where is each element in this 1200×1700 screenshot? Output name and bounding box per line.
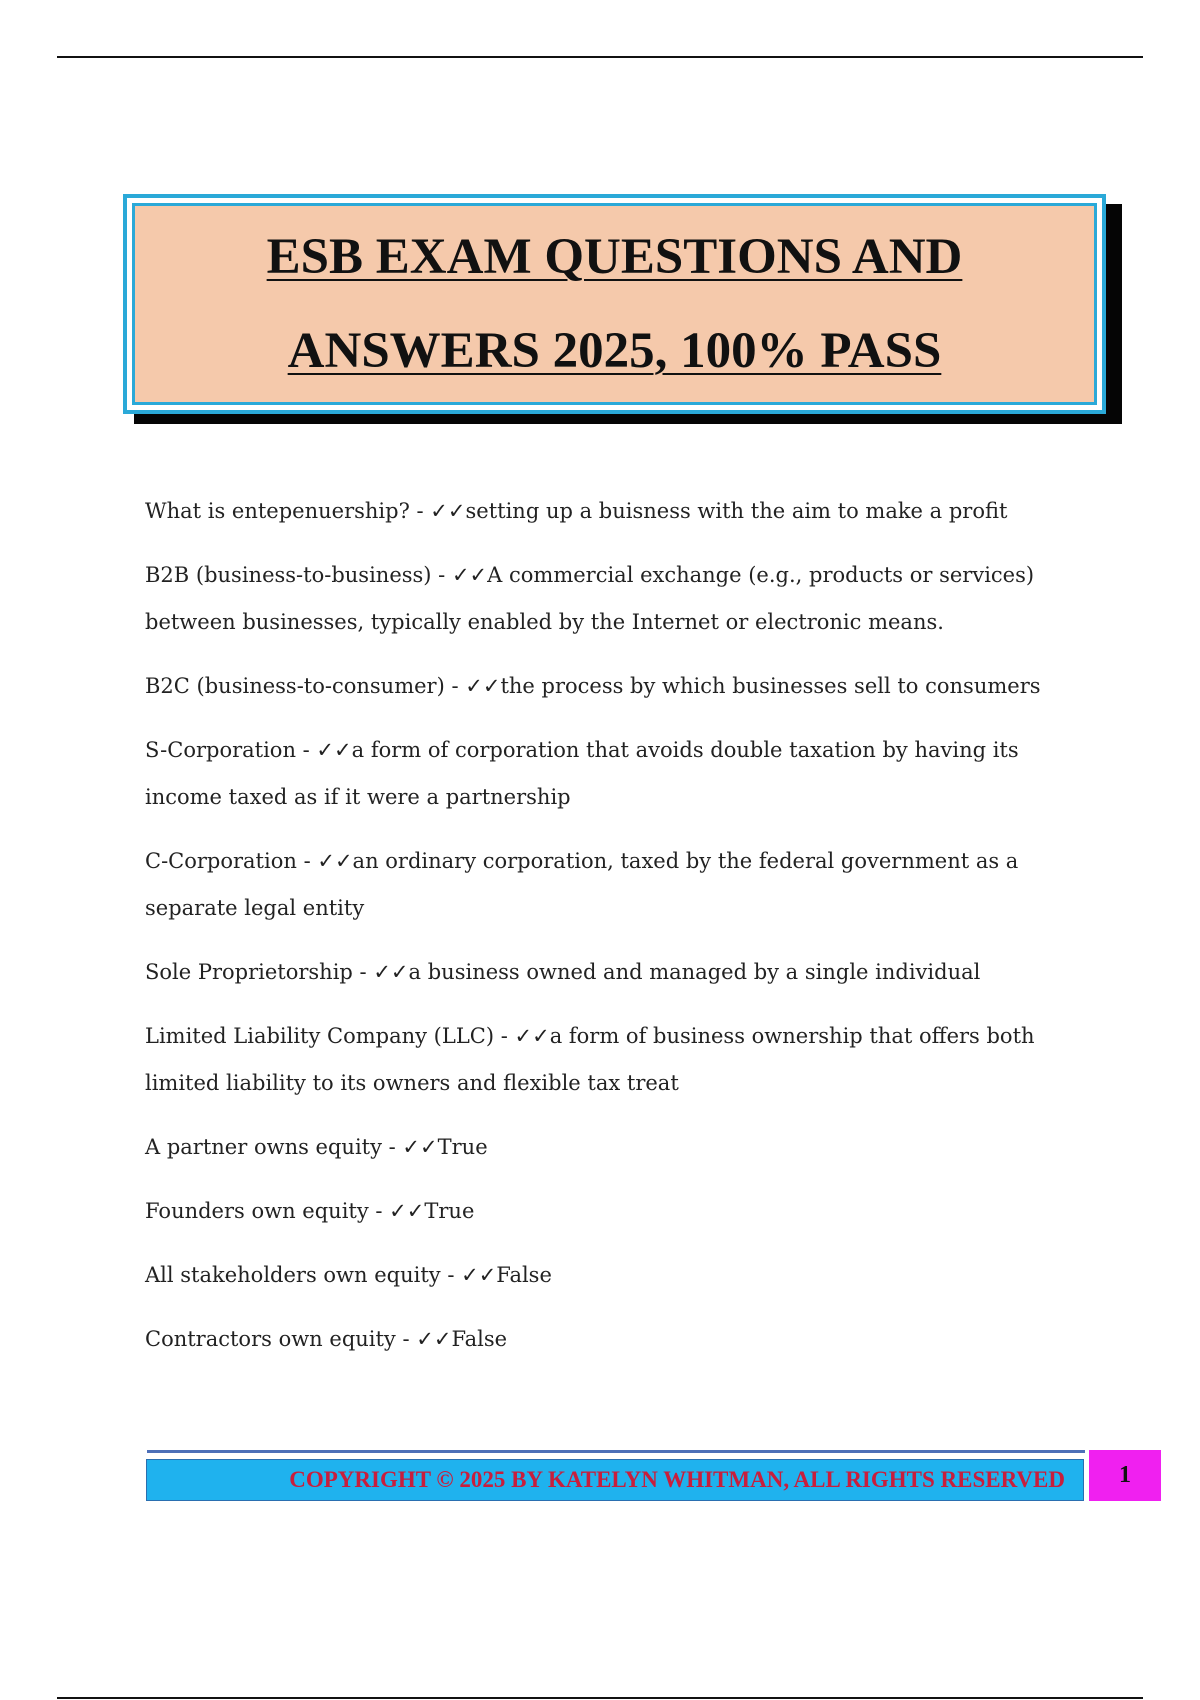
qa-item [145,949,1075,996]
qa-separator: - [352,960,374,984]
qa-item [145,663,1075,710]
qa-separator: - [381,1135,403,1159]
qa-term: A partner owns equity [145,1135,382,1159]
qa-item [145,838,1075,932]
qa-answer: True [424,1199,475,1223]
qa-separator: - [368,1199,390,1223]
qa-answer: False [496,1263,552,1287]
qa-separator: - [296,849,318,873]
qa-list [145,488,1075,1380]
qa-term: What is entepenuership? [145,499,410,523]
qa-term: Limited Liability Company (LLC) [145,1024,495,1048]
qa-separator: - [431,563,452,587]
qa-term: C-Corporation [145,849,297,873]
bottom-rule [57,1697,1143,1699]
title-box-inner [132,203,1097,405]
copyright-notice: COPYRIGHT © 2025 BY KATELYN WHITMAN, ALL RIGHTS RESERVED [289,1467,1065,1492]
qa-answer: a form of business ownership that offers both limited liability to its owners and flexible tax treat [145,1024,1035,1095]
qa-answer: a form of corporation that avoids double taxation by having its income taxed as if it were a partnership [145,738,1019,809]
check-mark-icon: ✓✓ [461,1263,497,1287]
qa-item [145,1124,1075,1171]
check-mark-icon: ✓✓ [465,674,501,698]
qa-term: B2C (business-to-consumer) [145,674,445,698]
check-mark-icon: ✓✓ [416,1327,452,1351]
qa-item [145,552,1075,646]
qa-separator: - [409,499,431,523]
qa-term: B2B (business-to-business) [145,563,432,587]
qa-answer: the process by which businesses sell to consumers [500,674,1041,698]
qa-answer: A commercial exchange (e.g., products or services) between businesses, typically enabled by the Internet or electronic means. [145,563,1035,634]
qa-item [145,1188,1075,1235]
qa-item [145,488,1075,535]
qa-term: Sole Proprietorship [145,960,353,984]
qa-separator: - [295,738,317,762]
check-mark-icon: ✓✓ [451,563,488,587]
check-mark-icon: ✓✓ [316,738,352,762]
check-mark-icon: ✓✓ [430,499,466,523]
check-mark-icon: ✓✓ [402,1135,438,1159]
qa-answer: an ordinary corporation, taxed by the federal government as a separate legal entity [145,849,1019,920]
document-title-line-1: ESB EXAM QUESTIONS AND [266,229,963,285]
qa-item [145,727,1075,821]
check-mark-icon: ✓✓ [514,1024,550,1048]
footer-bar [146,1459,1084,1501]
qa-answer: a business owned and managed by a single individual [408,960,981,984]
page-number-box [1089,1450,1161,1501]
check-mark-icon: ✓✓ [317,849,353,873]
top-rule [57,56,1143,58]
check-mark-icon: ✓✓ [373,960,409,984]
qa-separator: - [440,1263,462,1287]
page-number: 1 [1119,1462,1131,1488]
qa-separator: - [395,1327,417,1351]
check-mark-icon: ✓✓ [389,1199,425,1223]
title-box [123,194,1106,414]
qa-term: Founders own equity [145,1199,369,1223]
qa-term: All stakeholders own equity [145,1263,441,1287]
footer-rule [147,1450,1085,1453]
qa-answer: False [451,1327,508,1351]
qa-term: Contractors own equity [145,1327,396,1351]
document-title-line-2: ANSWERS 2025, 100% PASS [287,323,942,379]
qa-answer: setting up a buisness with the aim to make a profit [465,499,1008,523]
qa-item [145,1316,1075,1363]
qa-item [145,1252,1075,1299]
qa-item [145,1013,1075,1107]
qa-separator: - [444,674,466,698]
qa-separator: - [494,1024,515,1048]
qa-term: S-Corporation [145,738,296,762]
qa-answer: True [437,1135,488,1159]
